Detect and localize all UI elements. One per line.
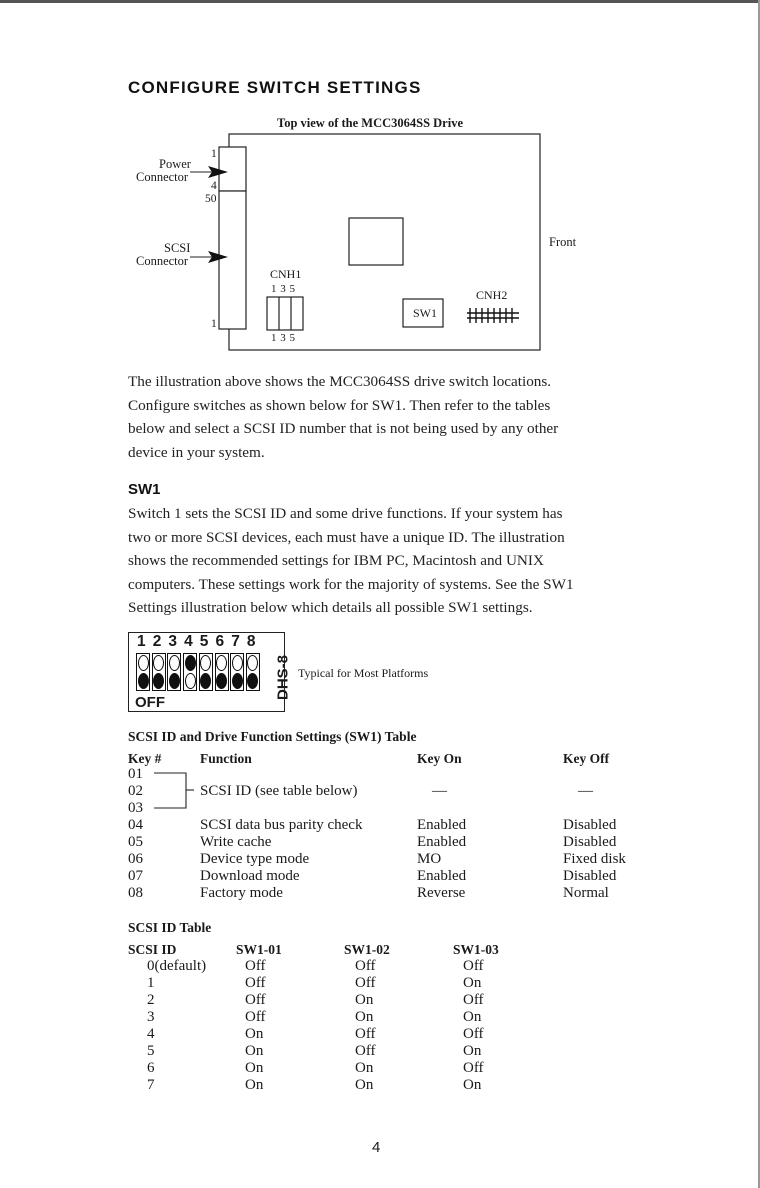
dip-number: 6 <box>215 633 225 650</box>
dip-knob <box>138 673 149 689</box>
dip-switch-5 <box>199 653 213 691</box>
dip-switch-1 <box>136 653 150 691</box>
sw1-row-off: Disabled <box>563 868 617 884</box>
scsi-connector-block <box>219 191 246 329</box>
sw1-row-key: 06 <box>128 851 143 867</box>
sw1-col-function: Function <box>200 751 252 766</box>
dip-caption: Typical for Most Platforms <box>298 666 429 680</box>
id-col-s1: SW1-01 <box>236 942 282 957</box>
sw1-col-key: Key # <box>128 751 162 766</box>
sw1-label: SW1 <box>413 306 437 320</box>
sw1-row-key: 07 <box>128 868 143 884</box>
sw1-line-1: Switch 1 sets the SCSI ID and some drive functions. If your system has <box>128 505 563 522</box>
sw1-row-function: SCSI ID (see table below) <box>200 783 358 799</box>
sw1-row-off: — <box>578 783 593 799</box>
bracket <box>150 770 200 812</box>
id-row-s2: Off <box>355 1026 376 1042</box>
dip-slot <box>169 655 180 671</box>
sw1-row-function: Factory mode <box>200 885 283 901</box>
sw1-line-3: shows the recommended settings for IBM PC, Macintosh and UNIX <box>128 552 544 569</box>
id-row-id: 5 <box>147 1043 155 1059</box>
page-number: 4 <box>372 1139 381 1156</box>
dip-knob <box>153 673 164 689</box>
id-row-s3: On <box>463 1077 482 1093</box>
cnh2-label: CNH2 <box>476 288 508 302</box>
intro-line-1: The illustration above shows the MCC3064SS drive switch locations. <box>128 373 552 390</box>
page-title: CONFIGURE SWITCH SETTINGS <box>128 78 422 97</box>
pin-50: 50 <box>205 193 217 205</box>
cnh1-label: CNH1 <box>270 267 302 281</box>
sw1-row-off: Fixed disk <box>563 851 626 867</box>
id-row-s1: Off <box>245 975 266 991</box>
sw1-line-5: Settings illustration below which details all possible SW1 settings. <box>128 599 533 616</box>
pin-1-bottom: 1 <box>211 318 217 330</box>
dip-cells <box>136 653 264 693</box>
id-row-id: 7 <box>147 1077 155 1093</box>
id-row-s2: On <box>355 992 374 1008</box>
id-row-s3: On <box>463 975 482 991</box>
intro-line-4: device in your system. <box>128 443 265 461</box>
front-label: Front <box>549 235 577 249</box>
id-row-s1: On <box>245 1043 264 1059</box>
sw1-row-on: — <box>432 783 447 799</box>
id-row-s3: Off <box>463 1060 484 1076</box>
id-col-s3: SW1-03 <box>453 942 499 957</box>
sw1-row-off: Disabled <box>563 834 617 850</box>
sw1-row-on: Enabled <box>417 834 467 850</box>
id-row-s1: On <box>245 1026 264 1042</box>
dip-model-label: DHS-8 <box>274 655 292 701</box>
intro-line-3: below and select a SCSI ID number that is not being used by any other <box>128 420 559 437</box>
dip-number: 2 <box>152 633 162 650</box>
id-row-s3: On <box>463 1009 482 1025</box>
dip-number: 4 <box>184 633 193 650</box>
id-row-s2: Off <box>355 1043 376 1059</box>
sw1-col-on: Key On <box>417 751 462 766</box>
id-col-s2: SW1-02 <box>344 942 390 957</box>
dip-number: 8 <box>246 633 256 650</box>
id-row-s3: Off <box>463 958 484 974</box>
cnh1-pins-bottom: 1 3 5 <box>271 332 296 344</box>
sw1-table-title: SCSI ID and Drive Function Settings (SW1) Table <box>128 729 417 744</box>
cnh1-block <box>267 297 303 330</box>
dip-slot <box>153 655 164 671</box>
id-row-id: 3 <box>147 1009 155 1025</box>
id-row-s2: Off <box>355 958 376 974</box>
dip-number: 3 <box>168 633 178 650</box>
dip-switch-2 <box>152 653 166 691</box>
dip-number: 1 <box>137 633 146 650</box>
dip-switch-3 <box>167 653 181 691</box>
id-row-s3: Off <box>463 1026 484 1042</box>
dip-switch-7 <box>230 653 244 691</box>
sw1-row-key: 04 <box>128 817 143 833</box>
pin-4: 4 <box>211 180 217 192</box>
sw1-row-on: Enabled <box>417 817 467 833</box>
power-label-1: Power <box>159 157 191 171</box>
diagram-title: Top view of the MCC3064SS Drive <box>277 116 463 130</box>
id-row-s1: Off <box>245 1009 266 1025</box>
dip-slot <box>247 655 258 671</box>
cnh2-pins <box>467 308 519 323</box>
id-row-s2: On <box>355 1009 374 1025</box>
sw1-row-key: 05 <box>128 834 143 850</box>
dip-slot <box>216 655 227 671</box>
sw1-line-4: computers. These settings work for the majority of systems. See the SW1 <box>128 575 574 593</box>
power-label-2: Connector <box>136 170 189 184</box>
drive-diagram <box>128 130 588 356</box>
sw1-row-function: Device type mode <box>200 851 310 867</box>
sw1-row-key: 03 <box>128 800 143 816</box>
sw1-row-function: SCSI data bus parity check <box>200 817 363 833</box>
intro-line-2: Configure switches as shown below for SW1. Then refer to the tables <box>128 396 551 414</box>
sw1-row-off: Disabled <box>563 817 617 833</box>
top-rule <box>0 0 760 3</box>
dip-knob <box>247 673 258 689</box>
id-row-s1: On <box>245 1077 264 1093</box>
scsi-label-2: Connector <box>136 254 189 268</box>
scsi-label-1: SCSI <box>164 241 191 255</box>
sw1-row-key: 02 <box>128 783 143 799</box>
id-col-id: SCSI ID <box>128 942 177 957</box>
id-row-id: 6 <box>147 1060 155 1076</box>
intro-paragraph <box>128 370 598 464</box>
dip-switch-6 <box>215 653 229 691</box>
id-row-s2: Off <box>355 975 376 991</box>
sw1-row-off: Normal <box>563 885 609 901</box>
sw1-row-on: Enabled <box>417 868 467 884</box>
sw1-row-on: MO <box>417 851 442 867</box>
dip-knob <box>169 673 180 689</box>
id-row-s3: Off <box>463 992 484 1008</box>
sw1-row-key: 08 <box>128 885 143 901</box>
pin-1-top: 1 <box>211 148 217 160</box>
sw1-row-function: Write cache <box>200 834 272 850</box>
sw1-row-key: 01 <box>128 766 143 782</box>
id-row-s2: On <box>355 1060 374 1076</box>
id-row-s1: On <box>245 1060 264 1076</box>
dip-slot <box>138 655 149 671</box>
dip-knob <box>216 673 227 689</box>
id-row-id: 0(default) <box>147 958 207 974</box>
chip <box>349 218 403 265</box>
dip-off-label: OFF <box>135 694 165 711</box>
id-row-s2: On <box>355 1077 374 1093</box>
id-row-id: 4 <box>147 1026 155 1042</box>
sw1-col-off: Key Off <box>563 751 610 766</box>
sw1-heading: SW1 <box>128 481 161 498</box>
sw1-row-on: Reverse <box>417 885 466 901</box>
dip-switch <box>128 632 292 712</box>
dip-slot <box>232 655 243 671</box>
dip-switch-8 <box>246 653 260 691</box>
dip-knob <box>200 673 211 689</box>
sw1-paragraph <box>128 502 598 620</box>
cnh1-pins-top: 1 3 5 <box>271 283 296 295</box>
dip-number: 7 <box>231 633 240 650</box>
id-row-id: 1 <box>147 975 155 991</box>
id-row-s1: Off <box>245 992 266 1008</box>
power-connector <box>219 147 246 191</box>
sw1-line-2: two or more SCSI devices, each must have a unique ID. The illustration <box>128 528 565 546</box>
dip-knob <box>185 655 196 671</box>
id-row-id: 2 <box>147 992 155 1008</box>
id-row-s1: Off <box>245 958 266 974</box>
dip-number: 5 <box>199 633 209 650</box>
sw1-row-function: Download mode <box>200 868 300 884</box>
dip-knob <box>232 673 243 689</box>
dip-slot <box>200 655 211 671</box>
dip-switch-4 <box>183 653 197 691</box>
id-table-title: SCSI ID Table <box>128 920 212 935</box>
dip-slot <box>185 673 196 689</box>
id-row-s3: On <box>463 1043 482 1059</box>
